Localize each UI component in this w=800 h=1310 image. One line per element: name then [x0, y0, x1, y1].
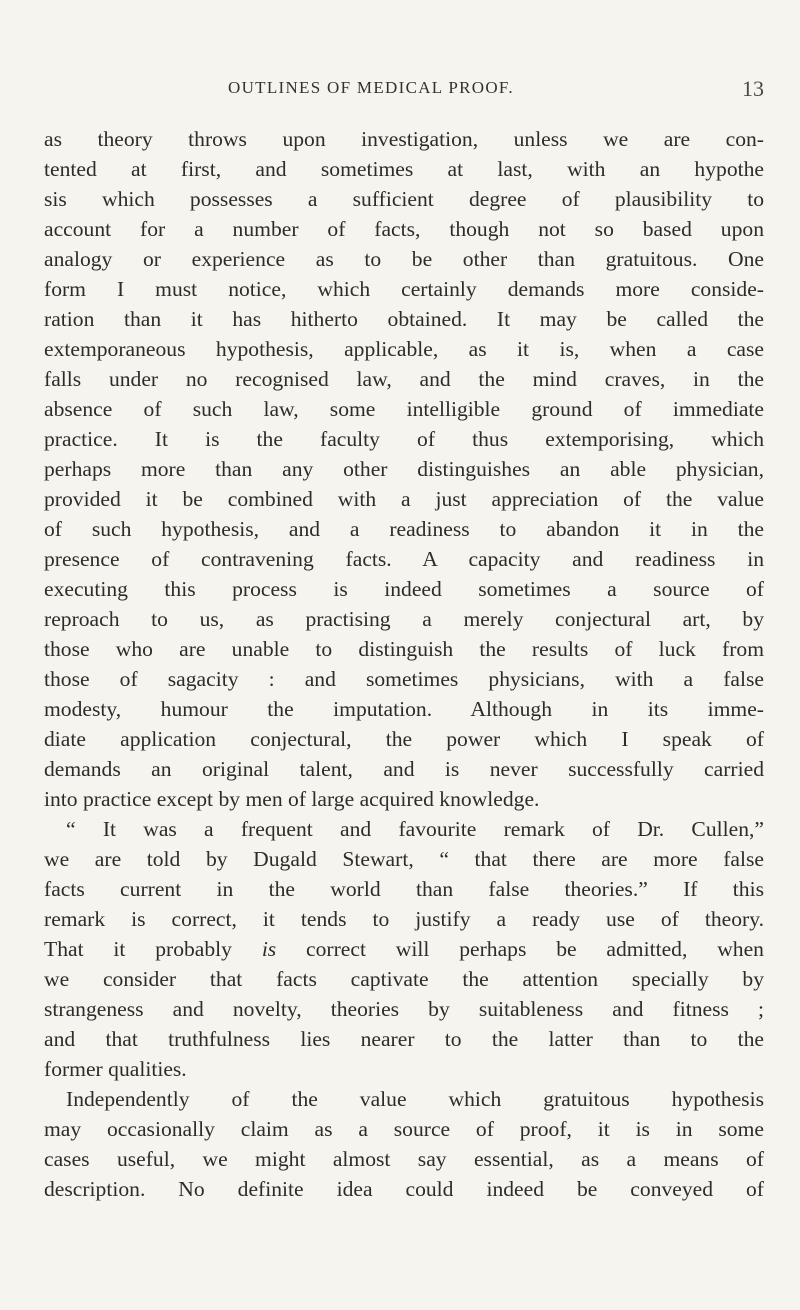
text-line: form I must notice, which certainly demands more conside-	[44, 277, 764, 301]
text-line: analogy or experience as to be other than gratuitous. One	[44, 247, 764, 271]
page-number: 13	[742, 76, 764, 101]
running-head	[0, 78, 800, 102]
text-line: “ It was a frequent and favourite remark of Dr. Cullen,”	[66, 817, 764, 841]
text-line: perhaps more than any other distinguishes an able physician,	[44, 457, 764, 481]
text-line: executing this process is indeed sometimes a source of	[44, 577, 764, 601]
text-line: Independently of the value which gratuitous hypothesis	[66, 1087, 764, 1111]
text-line: reproach to us, as practising a merely conjectural art, by	[44, 607, 764, 631]
text-line: demands an original talent, and is never successfully carried	[44, 757, 764, 781]
text-line: and that truthfulness lies nearer to the latter than to the	[44, 1027, 764, 1051]
text-line: remark is correct, it tends to justify a ready use of theory.	[44, 907, 764, 931]
text-line: extemporaneous hypothesis, applicable, as it is, when a case	[44, 337, 764, 361]
text-line: former qualities.	[44, 1057, 187, 1081]
text-line: ration than it has hitherto obtained. It may be called the	[44, 307, 764, 331]
text-line: of such hypothesis, and a readiness to abandon it in the	[44, 517, 764, 541]
text-line: description. No definite idea could indeed be conveyed of	[44, 1177, 764, 1201]
text-line: diate application conjectural, the power which I speak of	[44, 727, 764, 751]
text-line: modesty, humour the imputation. Although in its imme-	[44, 697, 764, 721]
emphasis-word: is	[261, 937, 277, 961]
text-line: strangeness and novelty, theories by suitableness and fitness ;	[44, 997, 764, 1021]
text-line: account for a number of facts, though not so based upon	[44, 217, 764, 241]
text-segment: That it probably	[44, 937, 232, 961]
text-line: into practice except by men of large acquired knowledge.	[44, 787, 540, 811]
text-line: cases useful, we might almost say essential, as a means of	[44, 1147, 764, 1171]
text-line: we are told by Dugald Stewart, “ that there are more false	[44, 847, 764, 871]
text-segment: correct will perhaps be admitted, when	[306, 937, 764, 961]
text-line-with-emphasis	[44, 934, 764, 964]
text-line: absence of such law, some intelligible ground of immediate	[44, 397, 764, 421]
text-line: presence of contravening facts. A capacity and readiness in	[44, 547, 764, 571]
text-line: may occasionally claim as a source of proof, it is in some	[44, 1117, 764, 1141]
text-line: as theory throws upon investigation, unless we are con-	[44, 127, 764, 151]
text-line: those of sagacity : and sometimes physicians, with a false	[44, 667, 764, 691]
running-title: OUTLINES OF MEDICAL PROOF.	[228, 78, 514, 97]
text-line: those who are unable to distinguish the results of luck from	[44, 637, 764, 661]
text-line: sis which possesses a sufficient degree of plausibility to	[44, 187, 764, 211]
text-line: tented at first, and sometimes at last, with an hypothe	[44, 157, 764, 181]
text-line: falls under no recognised law, and the mind craves, in the	[44, 367, 764, 391]
text-line: we consider that facts captivate the attention specially by	[44, 967, 764, 991]
text-line: facts current in the world than false theories.” If this	[44, 877, 764, 901]
text-line: practice. It is the faculty of thus extemporising, which	[44, 427, 764, 451]
text-line: provided it be combined with a just appreciation of the value	[44, 487, 764, 511]
